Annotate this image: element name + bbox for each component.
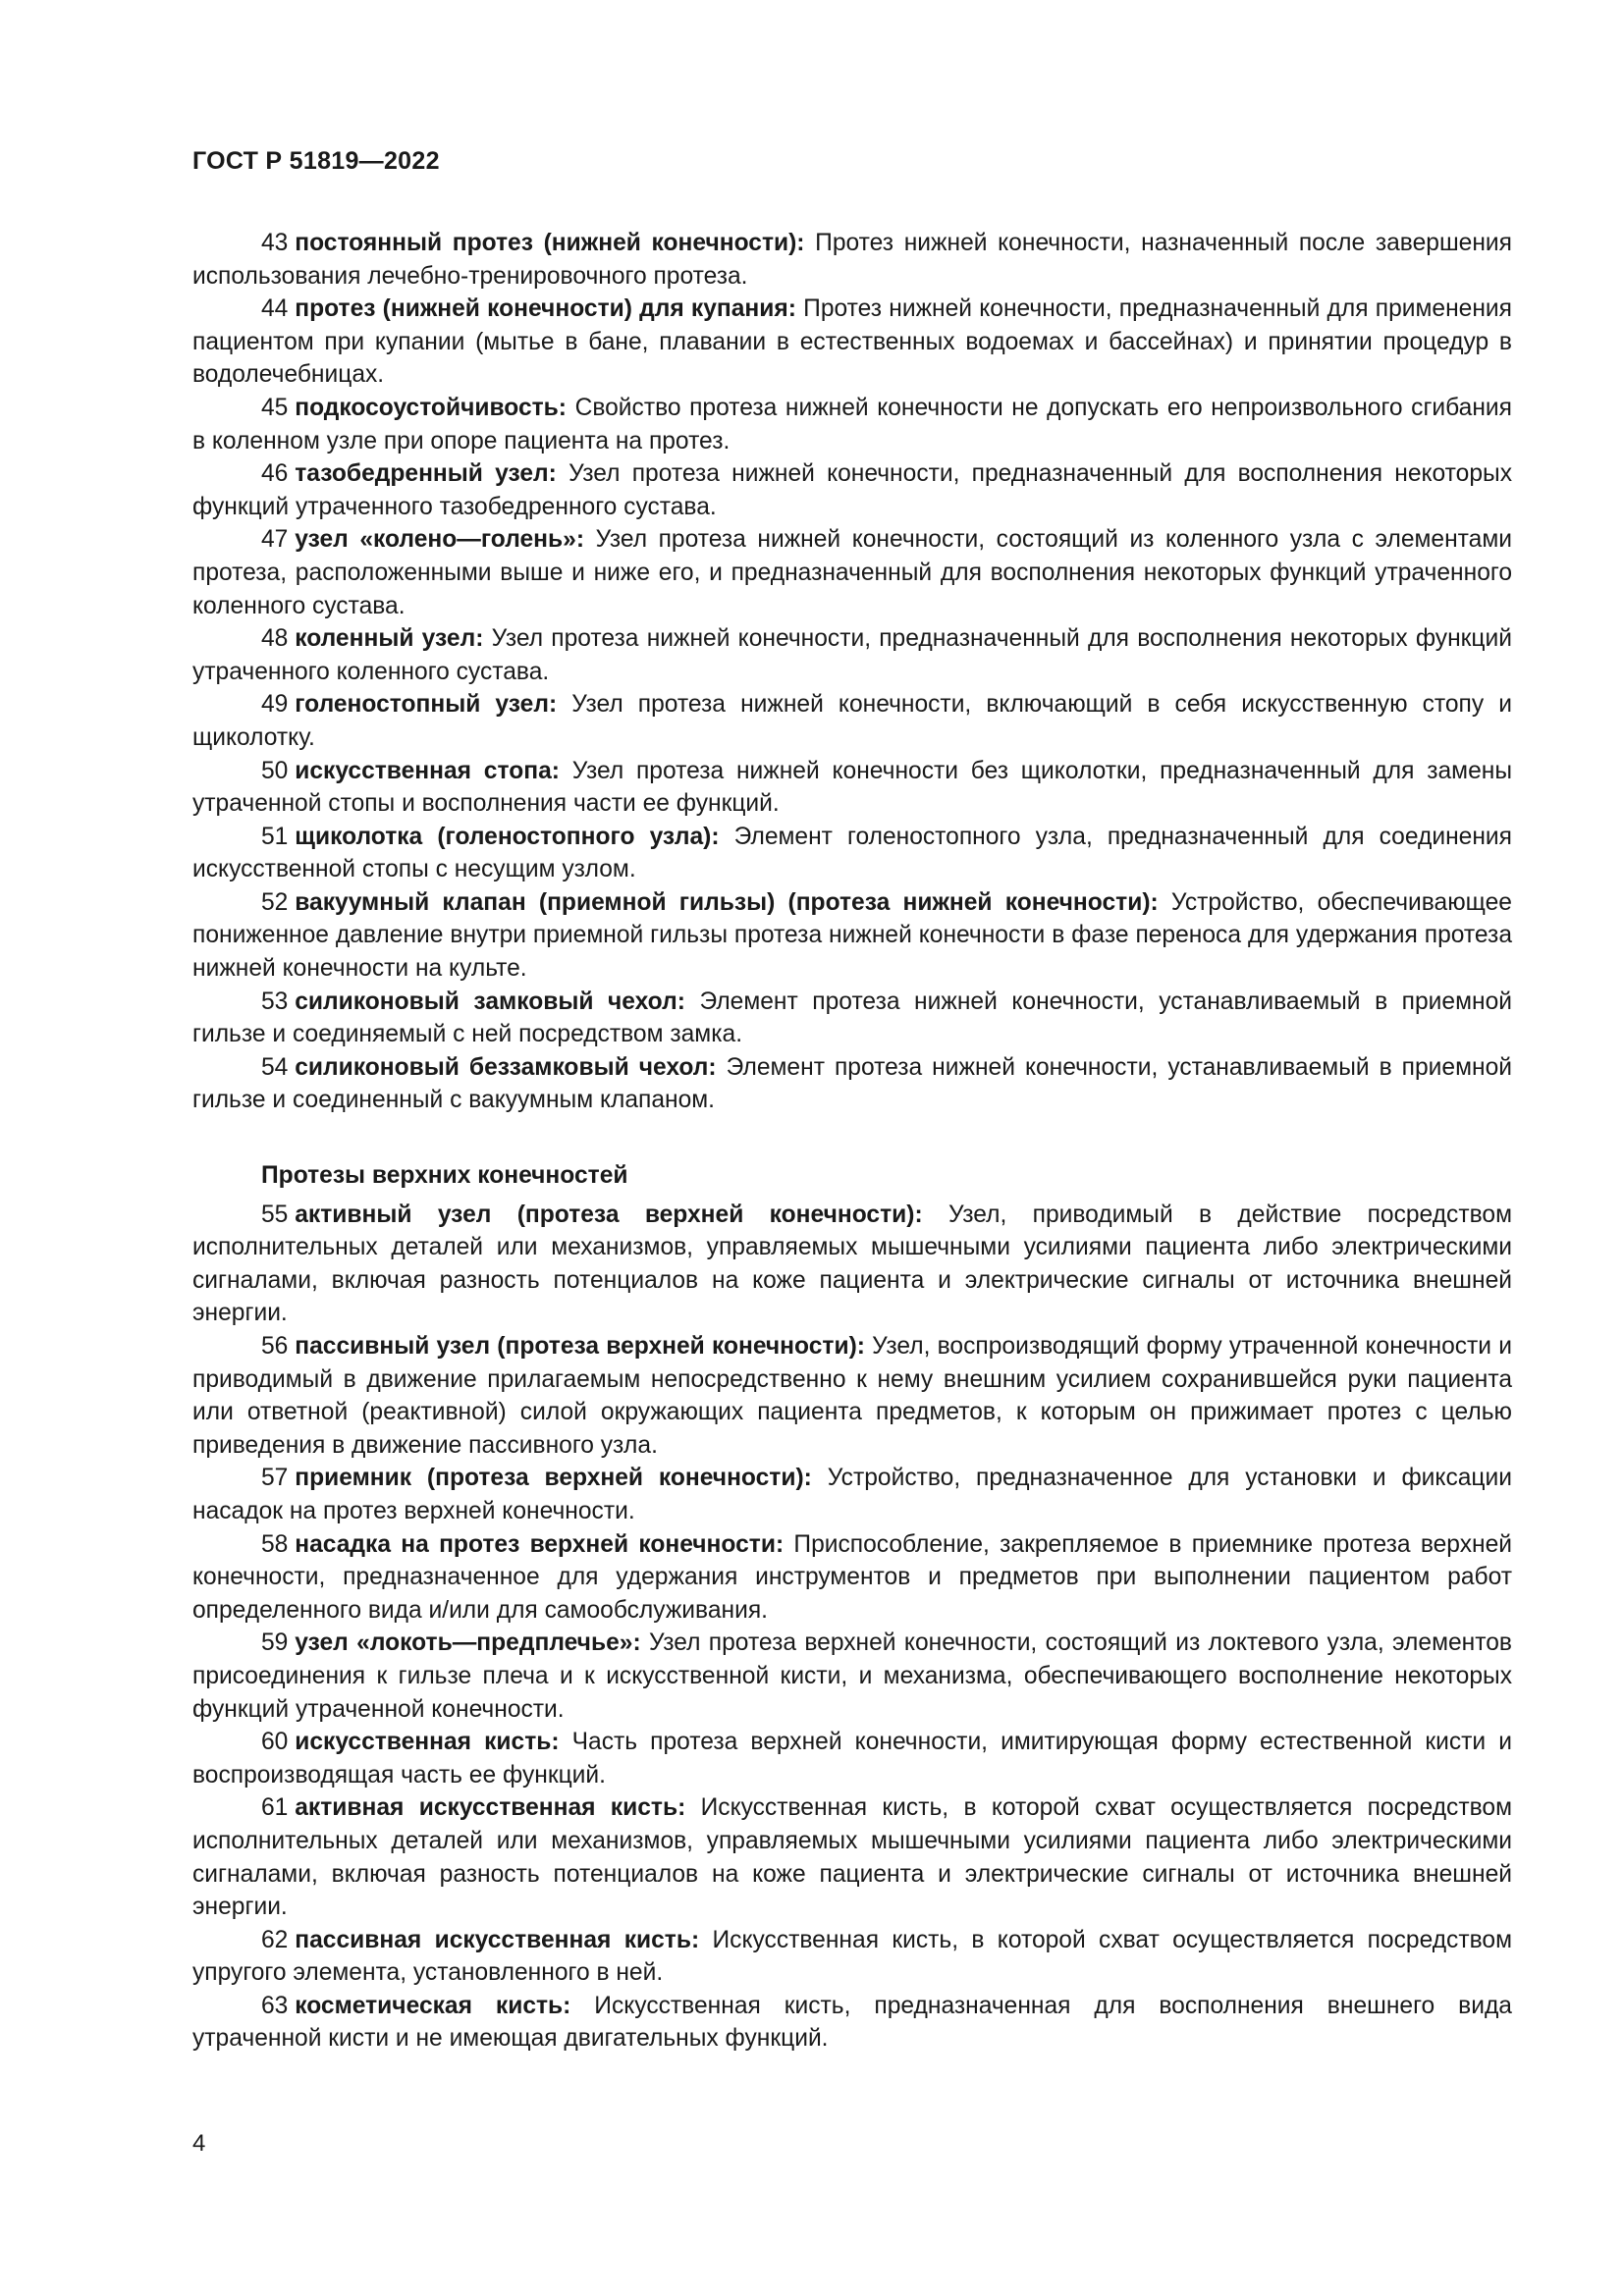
term-number: 55 bbox=[261, 1201, 289, 1228]
term-name: коленный узел: bbox=[295, 625, 484, 653]
term-name: голеностопный узел: bbox=[295, 691, 558, 719]
term-name: приемник (протеза верхней конечности): bbox=[295, 1465, 812, 1492]
term-name: протез (нижней конечности) для купания: bbox=[295, 295, 796, 323]
term-name: косметическая кисть: bbox=[295, 1992, 571, 2019]
term-entry-47 bbox=[192, 523, 1512, 622]
term-name: пассивный узел (протеза верхней конечности): bbox=[295, 1333, 865, 1360]
term-entry-59 bbox=[192, 1627, 1512, 1726]
term-entry-56 bbox=[192, 1330, 1512, 1462]
term-definition: Узел протеза нижней конечности, предназначенный для восполнения некоторых функций утраченного коленного сустава. bbox=[192, 625, 1512, 685]
term-definition: Узел протеза нижней конечности, предназначенный для восполнения некоторых функций утраченного тазобедренного сустава. bbox=[192, 460, 1512, 520]
term-number: 44 bbox=[261, 295, 289, 323]
term-definition: Протез нижней конечности, назначенный после завершения использования лечебно-тренировочного протеза. bbox=[192, 230, 1512, 290]
standard-header: ГОСТ Р 51819—2022 bbox=[192, 147, 440, 175]
term-entry-58 bbox=[192, 1528, 1512, 1628]
term-entry-60 bbox=[192, 1726, 1512, 1791]
term-name: узел «локоть—предплечье»: bbox=[295, 1629, 641, 1657]
term-number: 62 bbox=[261, 1926, 289, 1953]
term-definition: Узел, приводимый в действие посредством исполнительных деталей или механизмов, управляемых мышечными усилиями пациента либо электрическими сигналами, включая разность потенциалов на коже пациента и электрические сигналы от источника внешней энергии. bbox=[192, 1201, 1512, 1327]
term-entry-50 bbox=[192, 755, 1512, 821]
term-entry-61 bbox=[192, 1791, 1512, 1923]
term-number: 52 bbox=[261, 888, 289, 916]
term-number: 63 bbox=[261, 1992, 289, 2019]
term-name: искусственная стопа: bbox=[295, 757, 560, 784]
term-number: 50 bbox=[261, 757, 289, 784]
term-entry-44 bbox=[192, 293, 1512, 392]
term-name: силиконовый замковый чехол: bbox=[295, 988, 685, 1015]
term-number: 57 bbox=[261, 1465, 289, 1492]
term-entry-54 bbox=[192, 1051, 1512, 1117]
term-name: активный узел (протеза верхней конечности): bbox=[295, 1201, 923, 1228]
term-name: насадка на протез верхней конечности: bbox=[295, 1530, 785, 1558]
term-definition: Узел протеза верхней конечности, состоящий из локтевого узла, элементов присоединения к гильзе плеча и к искусственной кисти, и механизма, обеспечивающего восполнение некоторых функций утраченной конечности. bbox=[192, 1629, 1512, 1723]
term-entry-62 bbox=[192, 1924, 1512, 1990]
term-number: 60 bbox=[261, 1729, 289, 1756]
term-definition: Часть протеза верхней конечности, имитирующая форму естественной кисти и воспроизводящая часть ее функций. bbox=[192, 1729, 1512, 1789]
term-name: тазобедренный узел: bbox=[295, 460, 557, 488]
term-name: вакуумный клапан (приемной гильзы) (протеза нижней конечности): bbox=[295, 888, 1159, 916]
term-entry-52 bbox=[192, 886, 1512, 986]
term-definition: Элемент протеза нижней конечности, устанавливаемый в приемной гильзе и соединяемый с ней посредством замка. bbox=[192, 988, 1512, 1048]
term-definition: Протез нижней конечности, предназначенный для применения пациентом при купании (мытье в бане, плавании в естественных водоемах и бассейнах) и принятии процедур в водолечебницах. bbox=[192, 295, 1512, 389]
term-entry-63 bbox=[192, 1990, 1512, 2056]
term-name: силиконовый беззамковый чехол: bbox=[295, 1053, 717, 1081]
term-name: узел «колено—голень»: bbox=[295, 526, 585, 554]
term-entry-48 bbox=[192, 622, 1512, 688]
page-number: 4 bbox=[192, 2130, 206, 2157]
term-number: 53 bbox=[261, 988, 289, 1015]
term-name: подкосоустойчивость: bbox=[295, 394, 567, 421]
term-number: 45 bbox=[261, 394, 289, 421]
term-number: 47 bbox=[261, 526, 289, 554]
term-entry-46 bbox=[192, 457, 1512, 523]
section-heading: Протезы верхних конечностей bbox=[261, 1162, 628, 1190]
term-definition: Искусственная кисть, в которой схват осуществляется посредством упругого элемента, установленного в ней. bbox=[192, 1926, 1512, 1987]
document-body bbox=[192, 227, 1512, 2056]
term-definition: Элемент протеза нижней конечности, устанавливаемый в приемной гильзе и соединенный с вакуумным клапаном. bbox=[192, 1053, 1513, 1114]
term-name: щиколотка (голеностопного узла): bbox=[295, 823, 720, 850]
term-number: 56 bbox=[261, 1333, 289, 1360]
term-name: активная искусственная кисть: bbox=[295, 1794, 686, 1822]
term-entry-51 bbox=[192, 821, 1512, 886]
term-number: 59 bbox=[261, 1629, 289, 1657]
term-number: 49 bbox=[261, 691, 289, 719]
term-definition: Узел, воспроизводящий форму утраченной конечности и приводимый в движение прилагаемым непосредственно к нему внешним усилием сохранившейся руки пациента или ответной (реактивной) силой окружающих пациента предметов, к которым он прижимает протез с целью приведения в движение пассивного узла. bbox=[192, 1333, 1512, 1459]
term-name: искусственная кисть: bbox=[295, 1729, 560, 1756]
term-entry-49 bbox=[192, 688, 1512, 754]
term-name: пассивная искусственная кисть: bbox=[295, 1926, 700, 1953]
term-definition: Приспособление, закрепляемое в приемнике протеза верхней конечности, предназначенное для удержания инструментов и предметов при выполнении пациентом работ определенного вида и/или для самообслуживания. bbox=[192, 1530, 1512, 1624]
term-definition: Узел протеза нижней конечности, включающий в себя искусственную стопу и щиколотку. bbox=[192, 691, 1512, 751]
term-name: постоянный протез (нижней конечности): bbox=[295, 230, 805, 256]
term-number: 48 bbox=[261, 625, 289, 653]
term-definition: Элемент голеностопного узла, предназначенный для соединения искусственной стопы с несущим узлом. bbox=[192, 823, 1512, 883]
term-definition: Узел протеза нижней конечности без щиколотки, предназначенный для замены утраченной стопы и восполнения части ее функций. bbox=[192, 757, 1512, 818]
term-definition: Узел протеза нижней конечности, состоящий из коленного узла с элементами протеза, расположенными выше и ниже его, и предназначенный для восполнения некоторых функций утраченного коленного сустава. bbox=[192, 526, 1512, 619]
term-number: 51 bbox=[261, 823, 289, 850]
term-number: 61 bbox=[261, 1794, 289, 1822]
term-entry-43 bbox=[192, 227, 1512, 293]
term-number: 58 bbox=[261, 1530, 289, 1558]
term-definition: Искусственная кисть, в которой схват осуществляется посредством исполнительных деталей или механизмов, управляемых мышечными усилиями пациента либо электрическими сигналами, включая разность потенциалов на коже пациента и электрические сигналы от источника внешней энергии. bbox=[192, 1794, 1512, 1921]
term-entry-57 bbox=[192, 1462, 1512, 1527]
term-definition: Искусственная кисть, предназначенная для восполнения внешнего вида утраченной кисти и не имеющая двигательных функций. bbox=[192, 1992, 1512, 2053]
term-number: 46 bbox=[261, 460, 289, 488]
term-definition: Устройство, предназначенное для установки и фиксации насадок на протез верхней конечности. bbox=[192, 1465, 1512, 1524]
term-entry-53 bbox=[192, 986, 1512, 1051]
term-definition: Свойство протеза нижней конечности не допускать его непроизвольного сгибания в коленном узле при опоре пациента на протез. bbox=[192, 394, 1512, 454]
term-number: 54 bbox=[261, 1053, 289, 1081]
term-number: 43 bbox=[261, 230, 289, 256]
term-definition: Устройство, обеспечивающее пониженное давление внутри приемной гильзы протеза нижней конечности в фазе переноса для удержания протеза нижней конечности на культе. bbox=[192, 888, 1512, 983]
term-entry-45 bbox=[192, 392, 1512, 457]
term-entry-55 bbox=[192, 1199, 1512, 1330]
